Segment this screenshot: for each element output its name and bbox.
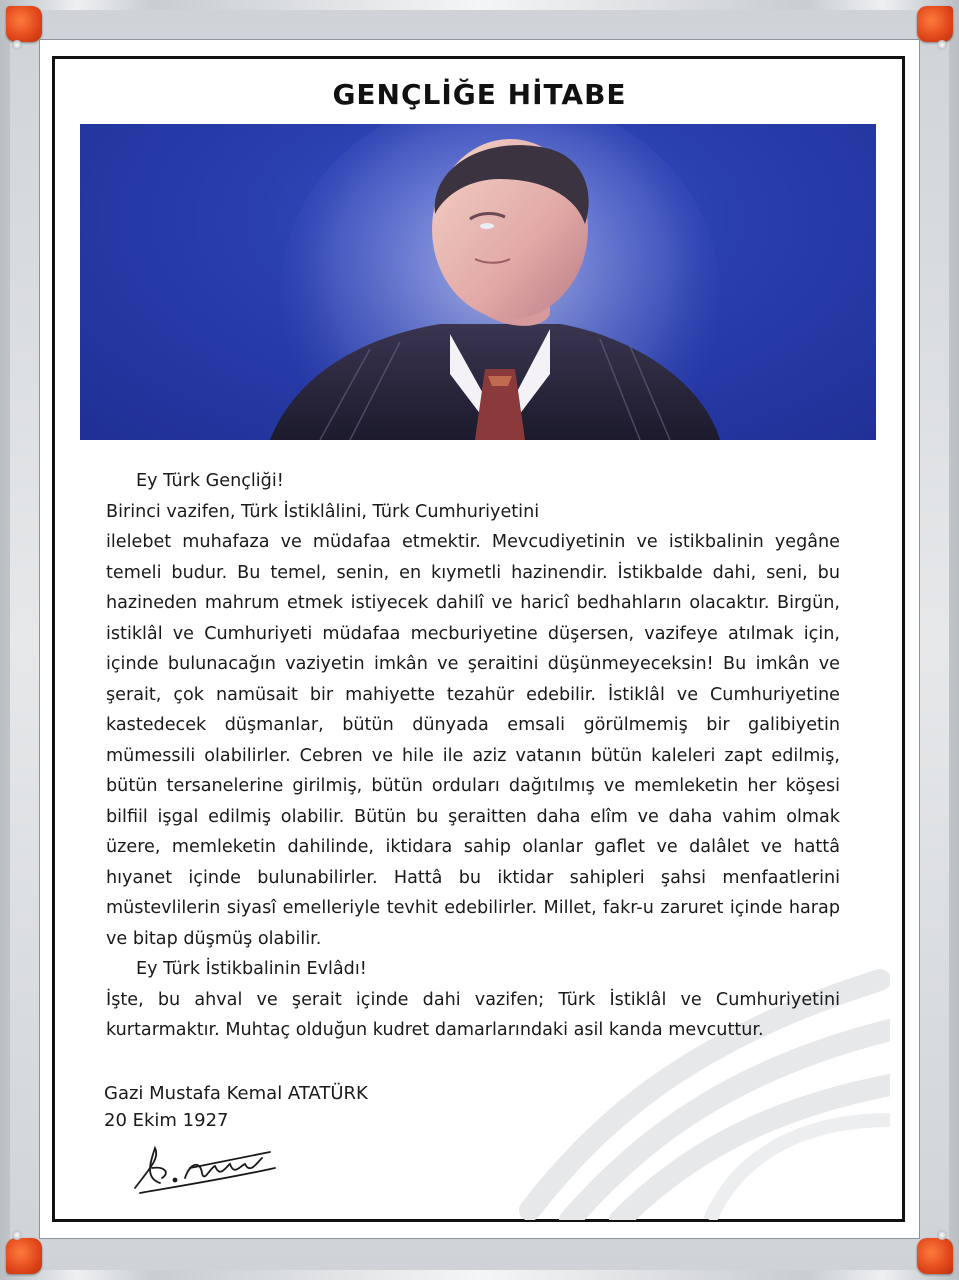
- portrait-image: [80, 124, 876, 440]
- author-block: [104, 1080, 368, 1134]
- frame-rivet: [12, 1230, 22, 1240]
- portrait-icon: [80, 124, 876, 440]
- greeting-youth: Ey Türk Gençliği!: [136, 471, 284, 491]
- speech-paragraph-2: İşte, bu ahval ve şerait içinde dahi vazifen; Türk İstiklâl ve Cumhuriyetini kurtarmaktır. Muhtaç olduğun kudret damarlarındaki asil kanda mevcuttur.: [106, 989, 840, 1040]
- greeting-future: Ey Türk İstikbalinin Evlâdı!: [136, 959, 367, 979]
- frame-corner-top-right: [917, 6, 953, 42]
- frame-corner-bottom-right: [917, 1238, 953, 1274]
- frame-corner-top-left: [6, 6, 42, 42]
- frame-rivet: [937, 40, 947, 50]
- speech-date: 20 Ekim 1927: [104, 1110, 229, 1131]
- author-name: Gazi Mustafa Kemal ATATÜRK: [104, 1083, 368, 1104]
- speech-first-line: Birinci vazifen, Türk İstiklâlini, Türk Cumhuriyetini: [106, 501, 540, 522]
- poster-title: GENÇLİĞE HİTABE: [332, 78, 627, 111]
- handwritten-signature-icon: [130, 1138, 280, 1198]
- poster: [40, 40, 919, 1238]
- frame-rivet: [937, 1230, 947, 1240]
- frame-corner-bottom-left: [6, 1238, 42, 1274]
- speech-paragraph-1: ilelebet muhafaza ve müdafaa etmektir. Mevcudiyetinin ve istikbalinin yegâne temeli budur. Bu temel, senin, en kıymetli hazinendir. İstikbalde dahi, seni, bu hazineden mahrum etmek istiyecek dahilî ve haricî bedhahların olacaktır. Birgün, istiklâl ve Cumhuriyeti müdafaa mecburiyetine düşersen, vazifeye atılmak için, içinde bulunacağın vaziyetin imkân ve şeraitini düşünmeyeceksin! Bu imkân ve şerait, çok namüsait bir mahiyette tezahür edebilir. İstiklâl ve Cumhuriyetine kastedecek düşmanlar, bütün dünyada emsali görülmemiş bir galibiyetin mümessili olabilirler. Cebren ve hile ile aziz vatanın bütün kaleleri zapt edilmiş, bütün tersanelerine girilmiş, bütün orduları dağıtılmış ve memleketin her köşesi bilfiil işgal edilmiş olabilir. Bütün bu şeraitten daha elîm ve daha vahim olmak üzere, memleketin dahilinde, iktidara sahip olanlar gaflet ve dalâlet ve hattâ hıyanet içinde bulunabilirler. Hattâ bu iktidar sahipleri şahsi menfaatlerini müstevlilerin siyasî emelleriyle tevhit edebilirler. Millet, fakr-u zaruret içinde harap ve bitap düşmüş olabilir.: [106, 532, 840, 949]
- frame-rivet: [12, 40, 22, 50]
- speech-text: [106, 466, 840, 1046]
